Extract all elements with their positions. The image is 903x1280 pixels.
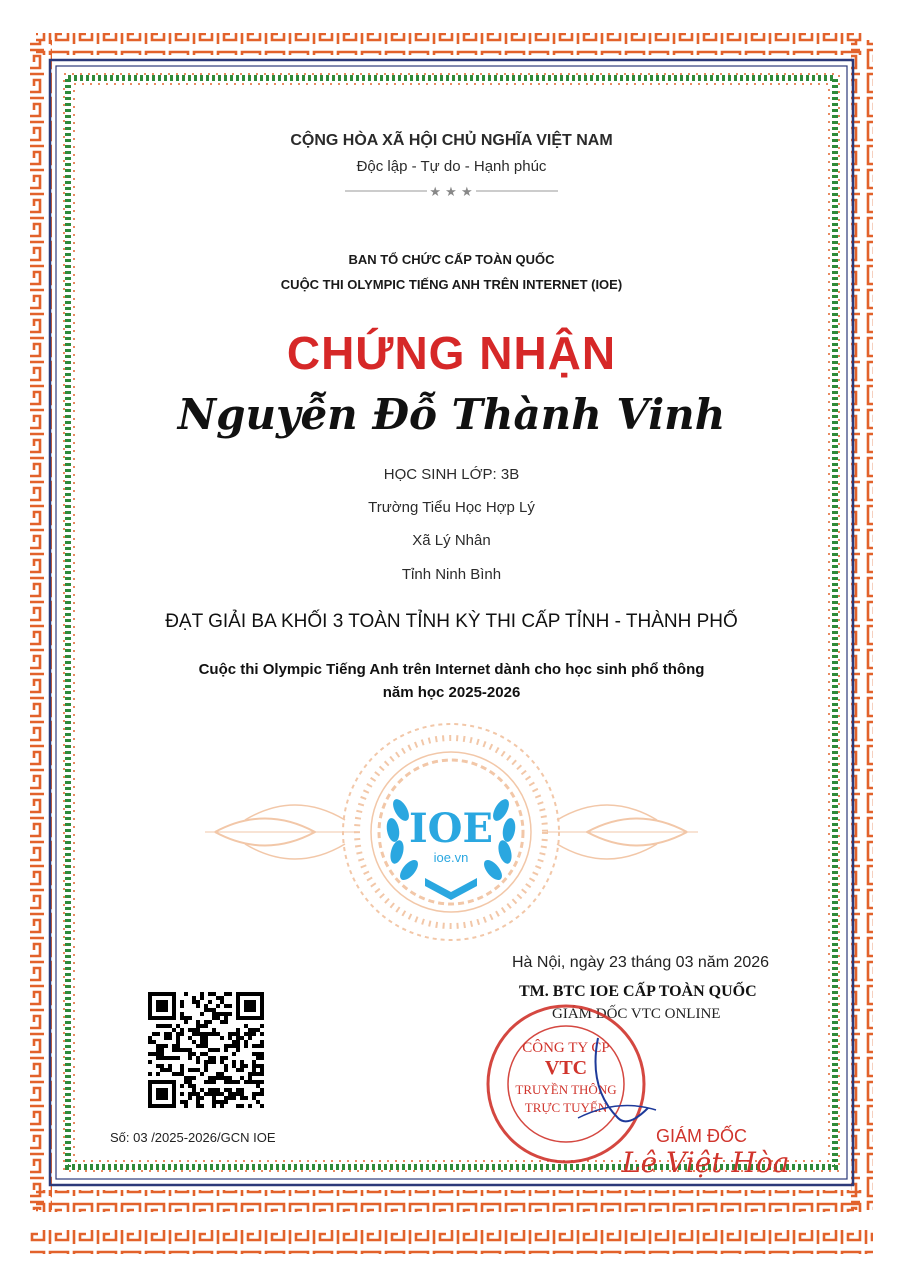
motto: Độc lập - Tự do - Hạnh phúc — [356, 158, 547, 175]
award-line: ĐẠT GIẢI BA KHỐI 3 TOÀN TỈNH KỲ THI CẤP TỈNH - THÀNH PHỐ — [165, 611, 738, 632]
contest-line2: năm học 2025-2026 — [382, 684, 521, 701]
stamp-line1: CÔNG TY CP — [522, 1040, 610, 1056]
date-line: Hà Nội, ngày 23 tháng 03 năm 2026 — [512, 954, 770, 971]
school-name: Trường Tiểu Học Hợp Lý — [368, 499, 535, 516]
company-stamp — [478, 998, 658, 1168]
signer-title: GIÁM ĐỐC — [656, 1126, 748, 1146]
certificate-title: CHỨNG NHẬN — [286, 327, 617, 379]
star-icons: ★ ★ ★ — [429, 185, 473, 199]
signer-name: Lê Việt Hòa — [622, 1146, 790, 1179]
stamp-line2: VTC — [544, 1057, 588, 1079]
stamp-line3: TRUYỀN THÔNG — [515, 1082, 617, 1097]
ioe-site-text: ioe.vn — [433, 850, 469, 865]
qr-code — [148, 992, 264, 1108]
ioe-logo-text: IOE — [408, 805, 494, 852]
class-line: HỌC SINH LỚP: 3B — [383, 466, 520, 483]
certificate-number: Số: 03 /2025-2026/GCN IOE — [110, 1130, 276, 1145]
organizer-line2: CUỘC THI OLYMPIC TIẾNG ANH TRÊN INTERNET (IOE) — [280, 277, 623, 292]
organizer-line1: BAN TỔ CHỨC CẤP TOÀN QUỐC — [348, 252, 555, 267]
recipient-name: Nguyễn Đỗ Thành Vinh — [177, 390, 726, 439]
contest-line1: Cuộc thi Olympic Tiếng Anh trên Internet dành cho học sinh phổ thông — [198, 661, 705, 678]
stamp-line4: TRỰC TUYẾN — [524, 1100, 608, 1115]
commune-name: Xã Lý Nhân — [412, 532, 491, 549]
ioe-emblem — [205, 720, 698, 950]
province-name: Tỉnh Ninh Bình — [401, 566, 502, 583]
header-divider — [345, 183, 558, 199]
position-line: GIÁM ĐỐC VTC ONLINE — [552, 1006, 721, 1022]
org-line: TM. BTC IOE CẤP TOÀN QUỐC — [519, 983, 757, 1000]
country-heading: CỘNG HÒA XÃ HỘI CHỦ NGHĨA VIỆT NAM — [290, 132, 613, 149]
